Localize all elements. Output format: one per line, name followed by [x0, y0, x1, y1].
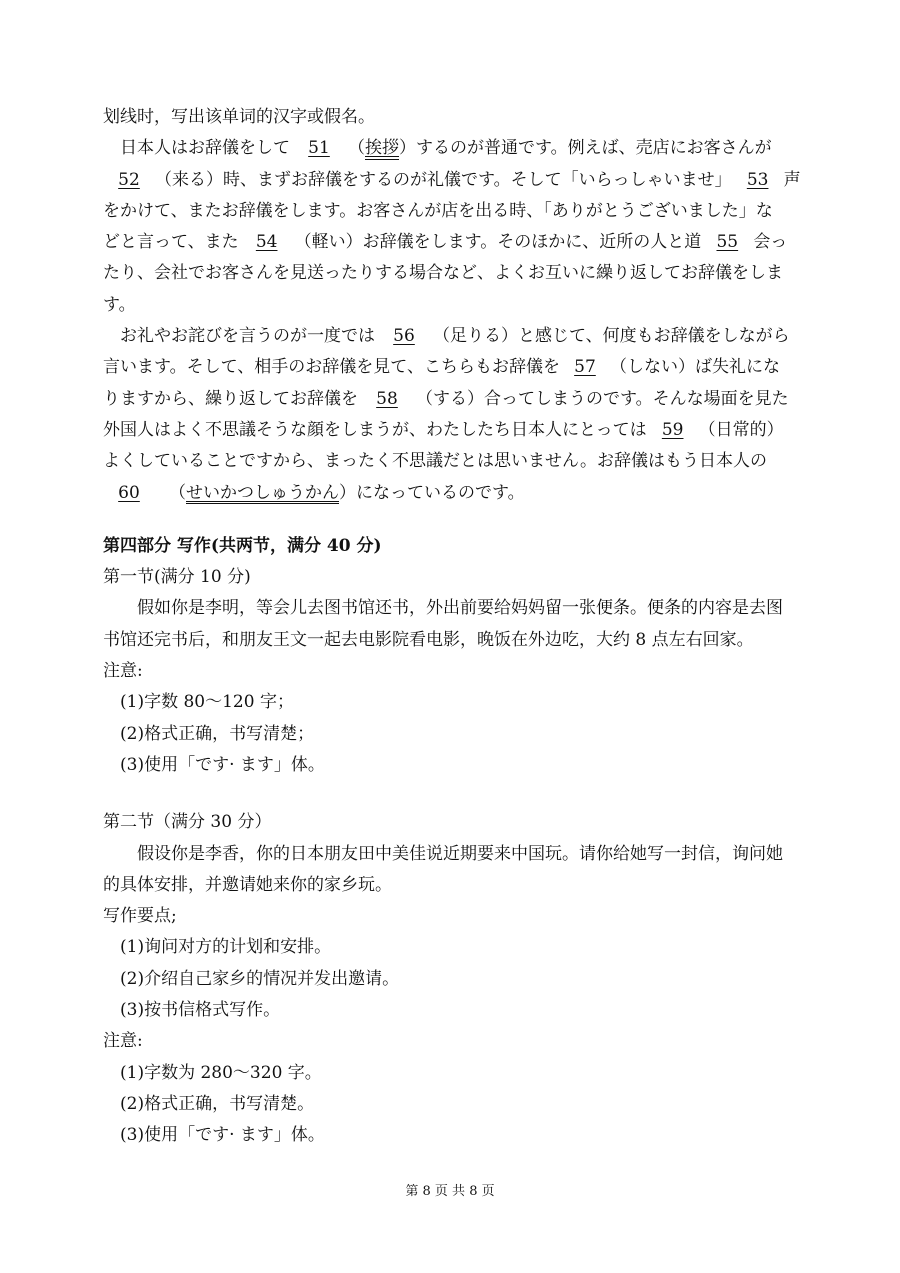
text-segment: 日本人はお辞儀をして [120, 138, 290, 159]
text-segment: どと言って、また [103, 232, 239, 253]
section2-point-item: (1)询问对方的计划和安排。 [120, 937, 332, 958]
part4-section [103, 531, 825, 1152]
section1-note-item: (2)格式正确，书写清楚； [120, 723, 315, 744]
text-segment: 外国人はよく不思議そうな顔をしまうが、わたしたち日本人にとっては [103, 419, 647, 440]
section2-note-label: 注意: [103, 1031, 143, 1052]
section2-note-item: (1)字数为 280～320 字。 [120, 1062, 322, 1083]
text-segment: （ [169, 482, 186, 503]
blank-57: 57 [574, 357, 596, 378]
section1-note-label: 注意: [103, 661, 143, 682]
blank-54: 54 [255, 232, 278, 253]
page-number-footer: 第 8 页 共 8 页 [405, 1184, 495, 1199]
text-segment: ）になっているのです。 [339, 482, 525, 503]
reading-line [103, 133, 825, 164]
blank-51: 51 [308, 138, 330, 159]
blank-55: 55 [716, 232, 739, 253]
blank-53: 53 [746, 169, 769, 190]
section2-point-item: (3)按书信格式写作。 [120, 1000, 281, 1021]
reading-line [103, 165, 825, 196]
text-segment: 言います。そして、相手のお辞儀を見て、こちらもお辞儀を [103, 357, 560, 378]
text-segment: （しない）ば失礼にな [609, 357, 780, 378]
section1-note-item: (1)字数 80～120 字； [120, 692, 294, 713]
blank-56: 56 [393, 326, 415, 347]
text-segment: りますから、繰り返してお辞儀を [103, 388, 358, 409]
reading-line: たり、会社でお客さんを見送ったりする場合など、よくお互いに繰り返してお辞儀をしま [103, 263, 783, 284]
exam-page [103, 102, 825, 1152]
reading-line [103, 478, 825, 509]
text-segment: （する）合ってしまうのです。そんな場面を見た [416, 388, 789, 409]
section1-note-item: (3)使用「です· ます」体。 [120, 754, 325, 775]
section2-note-item: (2)格式正确，书写清楚。 [120, 1093, 315, 1114]
intro-line: 划线时，写出该单词的汉字或假名。 [103, 107, 375, 127]
section2-prompt-line: 的具体安排，并邀请她来你的家乡玩。 [103, 874, 392, 895]
section1-title: 第一节(满分 10 分) [103, 567, 251, 588]
reading-line: よくしていることですから、まったく不思議だとは思いません。お辞儀はもう日本人の [103, 451, 768, 472]
section1-prompt-line: 假如你是李明，等会儿去图书馆还书，外出前要给妈妈留一张便条。便条的内容是去图 [137, 598, 783, 619]
reading-paragraph-1 [103, 133, 825, 321]
text-segment: 会っ [753, 232, 788, 253]
section2-note-item: (3)使用「です· ます」体。 [120, 1125, 325, 1146]
section2-points-label: 写作要点; [103, 906, 177, 927]
blank-52: 52 [118, 169, 140, 190]
text-segment: 声 [783, 169, 801, 190]
text-segment: （足りる）と感じて、何度もお辞儀をしながら [433, 326, 790, 347]
reading-line [103, 415, 825, 446]
text-segment: （来る）時、まずお辞儀をするのが礼儀です。そして「いらっしゃいませ」 [155, 169, 732, 190]
underlined-word: せいかつしゅうかん [186, 482, 339, 503]
section1-prompt-line: 书馆还完书后，和朋友王文一起去电影院看电影，晚饭在外边吃，大约 8 点左右回家。 [103, 629, 754, 650]
underlined-word: 挨拶 [365, 138, 399, 159]
reading-line [103, 227, 825, 258]
text-segment: （ [348, 138, 365, 159]
section2-prompt-line: 假设你是李香，你的日本朋友田中美佳说近期要来中国玩。请你给她写一封信，询问她 [137, 843, 783, 864]
text-segment: ）するのが普通です。例えば、売店にお客さんが [399, 138, 772, 159]
blank-59: 59 [661, 419, 684, 440]
section2-point-item: (2)介绍自己家乡的情况并发出邀请。 [120, 968, 400, 989]
reading-line [103, 384, 825, 415]
blank-60: 60 [118, 482, 140, 503]
reading-line [103, 321, 825, 352]
section2-title: 第二节（满分 30 分） [103, 812, 272, 833]
reading-line [103, 352, 825, 383]
text-segment: （軽い）お辞儀をします。そのほかに、近所の人と道 [294, 232, 702, 253]
part4-title: 第四部分 写作(共两节，满分 40 分) [103, 535, 382, 556]
text-segment: （日常的） [698, 419, 784, 440]
reading-line: す。 [103, 294, 136, 315]
text-segment: お礼やお詫びを言うのが一度では [120, 326, 375, 347]
reading-line: をかけて、またお辞儀をします。お客さんが店を出る時、「ありがとうございました」な [103, 200, 773, 221]
blank-58: 58 [376, 388, 398, 409]
reading-paragraph-2 [103, 321, 825, 509]
